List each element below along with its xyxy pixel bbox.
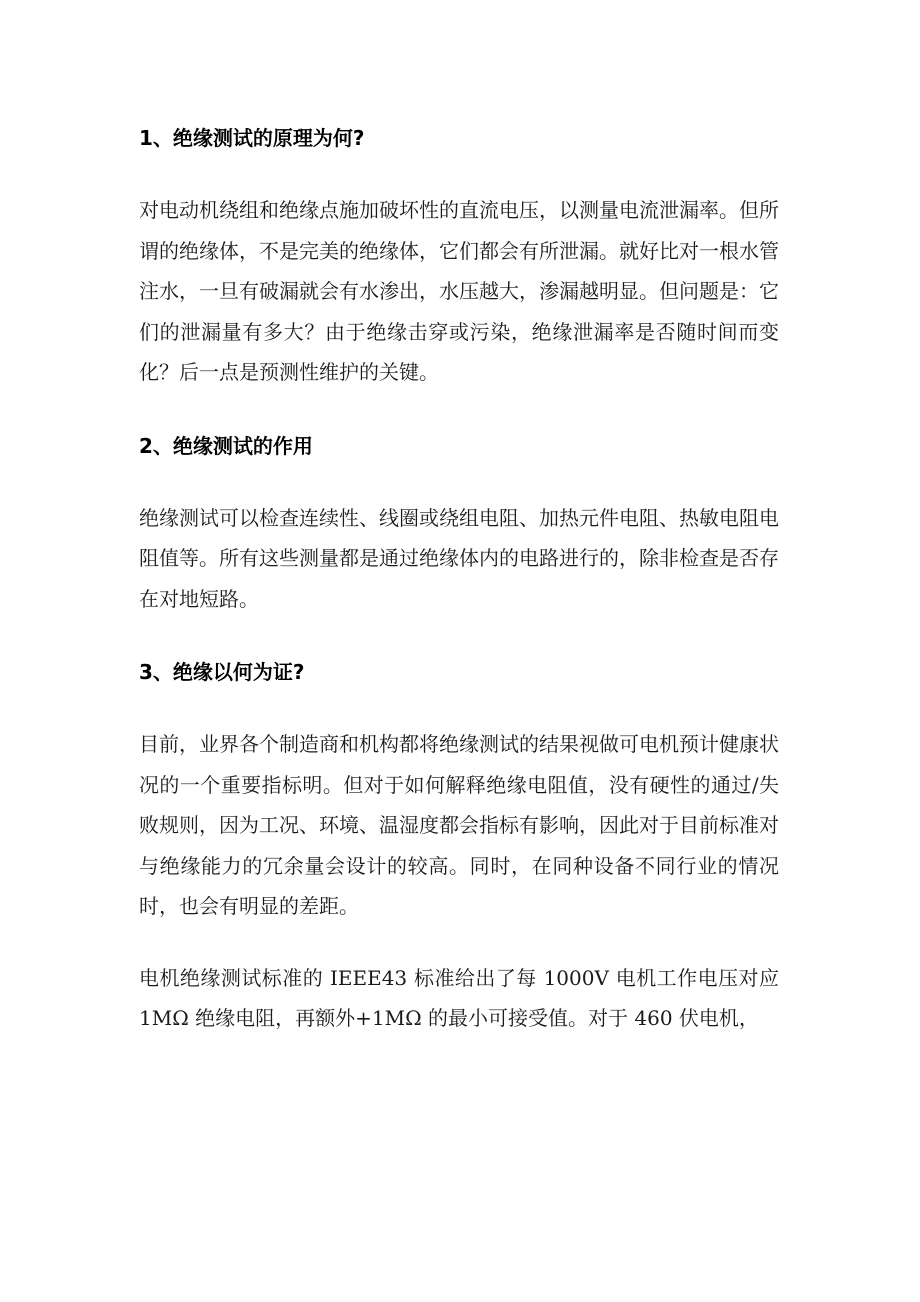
- section-heading: 3、绝缘以何为证?: [139, 660, 305, 684]
- section-heading: 2、绝缘测试的作用: [139, 433, 313, 458]
- paragraph: 电机绝缘测试标准的 IEEE43 标准给出了每 1000V 电机工作电压对应 1MΩ 绝缘电阻，再额外+1MΩ 的最小可接受值。对于 460 伏电机，: [139, 965, 779, 1030]
- section-principle: [139, 118, 779, 393]
- section-purpose: [139, 426, 779, 620]
- section-evidence: [139, 652, 779, 1039]
- paragraph: 绝缘测试可以检查连续性、线圈或绕组电阻、加热元件电阻、热敏电阻电阻值等。所有这些测量都是通过绝缘体内的电路进行的，除非检查是否存在对地短路。: [139, 505, 779, 611]
- paragraph: 目前，业界各个制造商和机构都将绝缘测试的结果视做可电机预计健康状况的一个重要指标明。但对于如何解释绝缘电阻值，没有硬性的通过/失败规则，因为工况、环境、温湿度都会指标有影响，因此对于目前标准对与绝缘能力的冗余量会设计的较高。同时，在同种设备不同行业的情况时，也会有明显的差距。: [139, 732, 779, 918]
- section-heading: 1、绝缘测试的原理为何?: [139, 126, 365, 150]
- paragraph: 对电动机绕组和绝缘点施加破坏性的直流电压，以测量电流泄漏率。但所谓的绝缘体，不是完美的绝缘体，它们都会有所泄漏。就好比对一根水管注水，一旦有破漏就会有水渗出，水压越大，渗漏越明显。但问题是：它们的泄漏量有多大？由于绝缘击穿或污染，绝缘泄漏率是否随时间而变化？后一点是预测性维护的关键。: [139, 198, 779, 384]
- document-body: [139, 118, 779, 1039]
